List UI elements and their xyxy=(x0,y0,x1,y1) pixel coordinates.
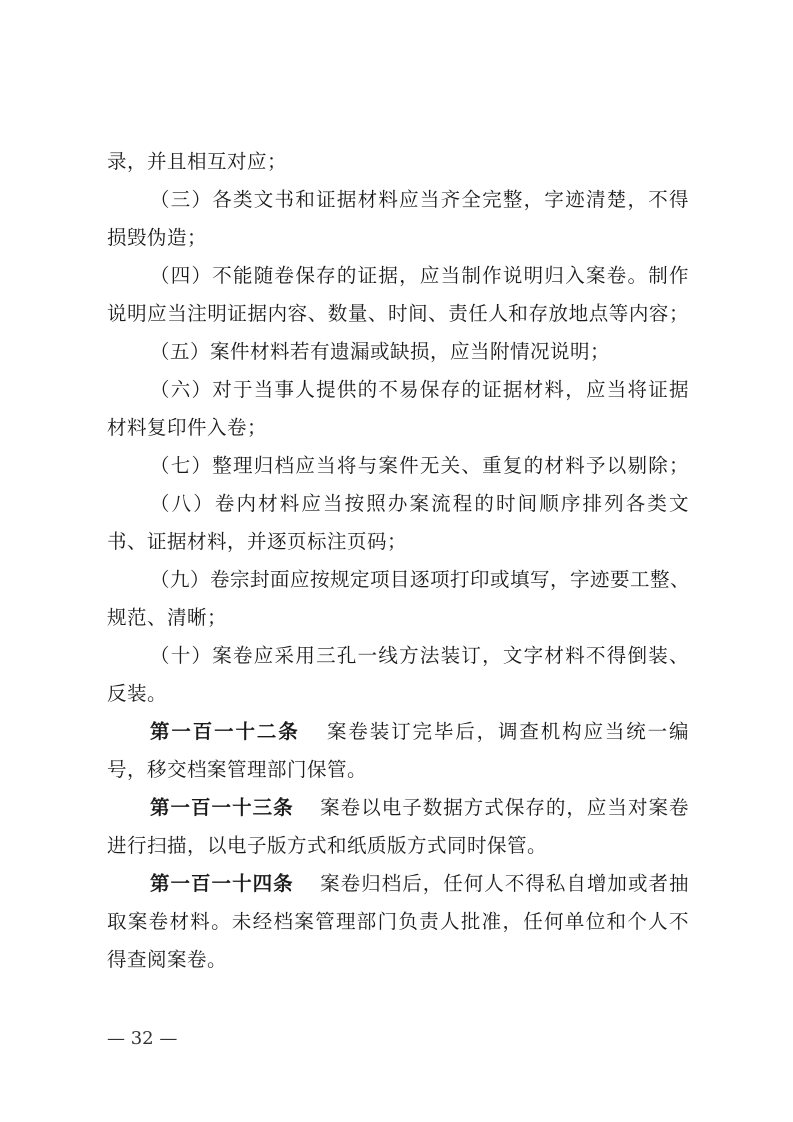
article-text: 案卷归档后，任何人不得私自增加或者抽 xyxy=(319,872,689,895)
page-number: — 32 — xyxy=(107,1028,178,1049)
text-line: （六）对于当事人提供的不易保存的证据材料，应当将证据 xyxy=(150,378,689,401)
article-heading: 第一百一十四条 xyxy=(150,872,294,895)
text-line: 材料复印件入卷； xyxy=(107,416,268,439)
text-line: 进行扫描，以电子版方式和纸质版方式同时保管。 xyxy=(107,834,548,857)
text-line: （八）卷内材料应当按照办案流程的时间顺序排列各类文 xyxy=(150,492,689,515)
article-heading: 第一百一十二条 xyxy=(150,720,300,743)
text-line: （三）各类文书和证据材料应当齐全完整，字迹清楚，不得 xyxy=(150,188,689,211)
article-text: 案卷装订完毕后，调查机构应当统一编 xyxy=(325,720,689,743)
text-line: （四）不能随卷保存的证据，应当制作说明归入案卷。制作 xyxy=(150,264,689,287)
text-line: 录，并且相互对应； xyxy=(107,150,288,173)
text-line: 损毁伪造； xyxy=(107,226,208,249)
text-line: 说明应当注明证据内容、数量、时间、责任人和存放地点等内容； xyxy=(107,302,689,325)
article-text: 案卷以电子数据方式保存的，应当对案卷 xyxy=(319,796,689,819)
text-line: （五）案件材料若有遗漏或缺损，应当附情况说明； xyxy=(150,340,611,363)
text-line: 反装。 xyxy=(107,682,168,705)
article-heading: 第一百一十三条 xyxy=(150,796,294,819)
text-line: 号，移交档案管理部门保管。 xyxy=(107,758,368,781)
text-line: （七）整理归档应当将与案件无关、重复的材料予以剔除； xyxy=(150,454,689,477)
text-line: 书、证据材料，并逐页标注页码； xyxy=(107,530,408,553)
text-line: 得查阅案卷。 xyxy=(107,948,228,971)
text-line: （九）卷宗封面应按规定项目逐项打印或填写，字迹要工整、 xyxy=(150,568,691,591)
text-line: （十）案卷应采用三孔一线方法装订，文字材料不得倒装、 xyxy=(150,644,689,667)
text-line: 规范、清晰； xyxy=(107,606,228,629)
text-line: 取案卷材料。未经档案管理部门负责人批准，任何单位和个人不 xyxy=(107,910,689,933)
